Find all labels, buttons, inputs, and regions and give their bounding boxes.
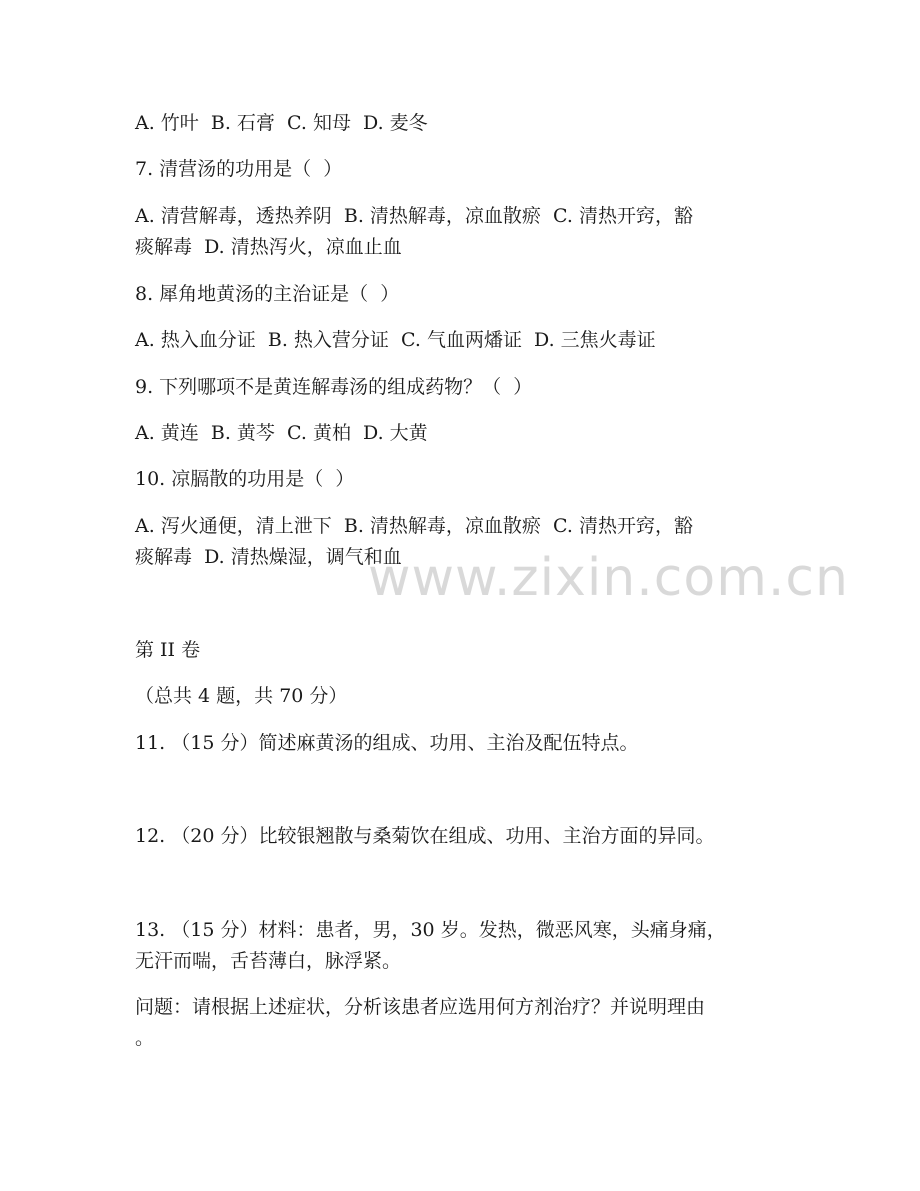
- line-q9: 9. 下列哪项不是黄连解毒汤的组成药物？（ ）: [135, 376, 533, 398]
- line-q13-1: 13. （15 分）材料：患者，男，30 岁。发热，微恶风寒，头痛身痛，: [135, 919, 726, 941]
- line-q10-options-2: 痰解毒 D. 清热燥湿，调气和血: [135, 546, 402, 568]
- line-q12: 12. （20 分）比较银翘散与桑菊饮在组成、功用、主治方面的异同。: [135, 825, 715, 847]
- line-q10-options-1: A. 泻火通便，清上泄下 B. 清热解毒，凉血散瘀 C. 清热开窍，豁: [135, 515, 693, 537]
- line-q13-2: 无汗而喘，舌苔薄白，脉浮紧。: [135, 950, 402, 972]
- line-q7-options-2: 痰解毒 D. 清热泻火，凉血止血: [135, 236, 402, 258]
- line-q11: 11. （15 分）简述麻黄汤的组成、功用、主治及配伍特点。: [135, 732, 639, 754]
- line-q7: 7. 清营汤的功用是（ ）: [135, 158, 343, 180]
- line-q6-options: A. 竹叶 B. 石膏 C. 知母 D. 麦冬: [135, 112, 428, 134]
- line-q9-options: A. 黄连 B. 黄芩 C. 黄柏 D. 大黄: [135, 422, 428, 444]
- section-title: 第 II 卷: [135, 639, 201, 661]
- line-q7-options-1: A. 清营解毒，透热养阴 B. 清热解毒，凉血散瘀 C. 清热开窍，豁: [135, 205, 693, 227]
- watermark: www.zixin.com.cn: [368, 548, 849, 608]
- section-subtitle: （总共 4 题，共 70 分）: [135, 685, 348, 707]
- line-q10: 10. 凉膈散的功用是（ ）: [135, 468, 355, 490]
- line-q8: 8. 犀角地黄汤的主治证是（ ）: [135, 283, 400, 305]
- line-q13-question: 问题：请根据上述症状，分析该患者应选用何方剂治疗？并说明理由: [135, 996, 706, 1018]
- line-q8-options: A. 热入血分证 B. 热入营分证 C. 气血两燔证 D. 三焦火毒证: [135, 329, 656, 351]
- line-q13-question-end: 。: [135, 1027, 155, 1049]
